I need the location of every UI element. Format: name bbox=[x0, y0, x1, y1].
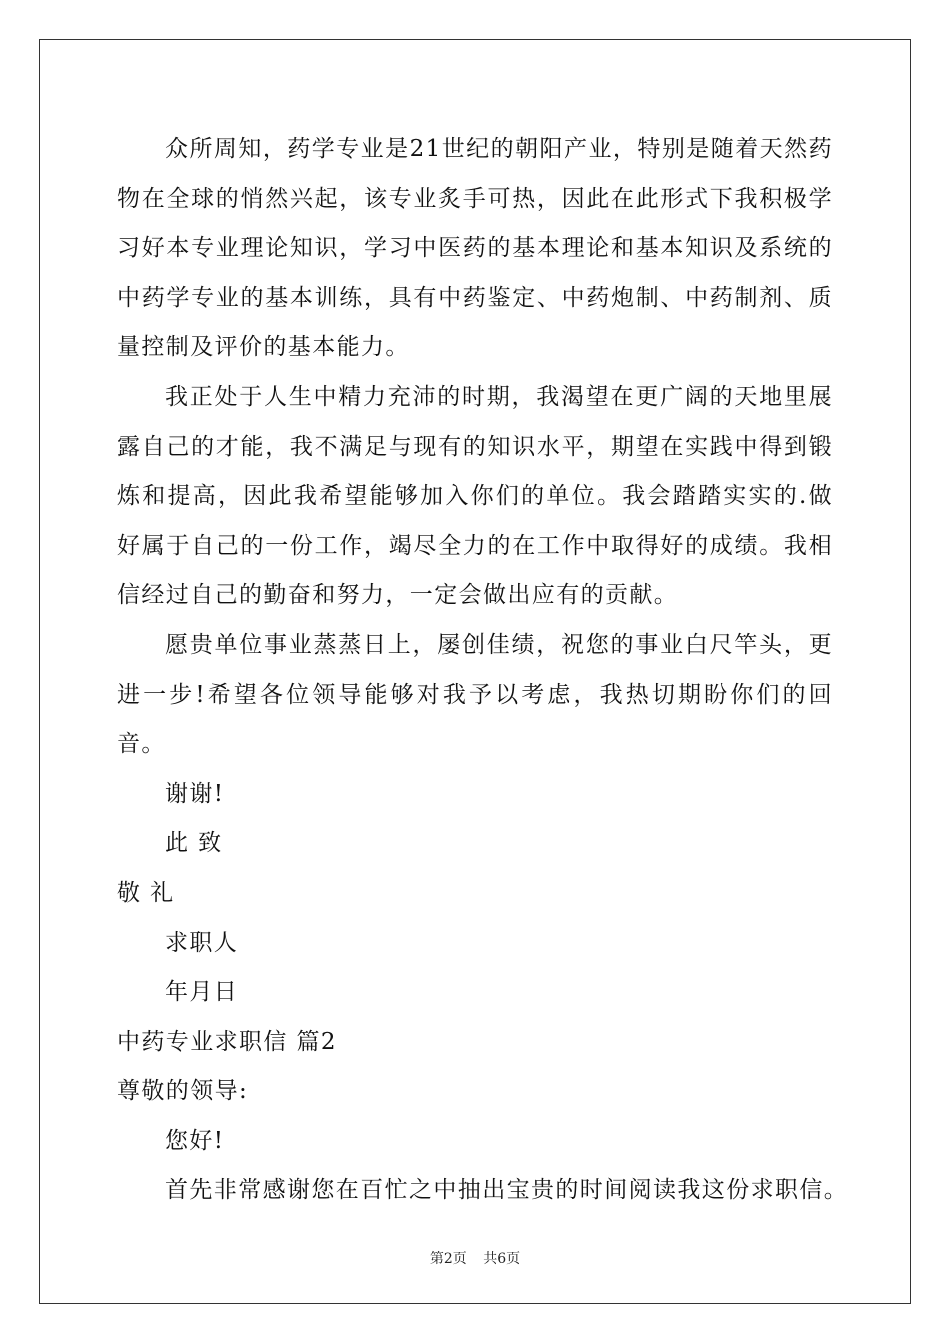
salutation-line: 尊敬的领导: bbox=[117, 1078, 249, 1105]
greeting-line: 您好! bbox=[165, 1127, 225, 1154]
thanks-line: 谢谢! bbox=[165, 780, 225, 807]
date-line: 年月日 bbox=[165, 979, 239, 1006]
document-body bbox=[117, 125, 849, 1216]
signature-line: 求职人 bbox=[165, 929, 239, 956]
page-number: 第2页 bbox=[429, 1251, 467, 1267]
page-total: 共6页 bbox=[483, 1251, 521, 1267]
opening-line: 首先非常感谢您在百忙之中抽出宝贵的时间阅读我这份求职信。 bbox=[165, 1177, 849, 1204]
paragraph-3: 愿贵单位事业蒸蒸日上，屡创佳绩，祝您的事业白尺竿头，更进一步!希望各位领导能够对我予以考虑，我热切期盼你们的回音。 bbox=[117, 631, 833, 758]
paragraph-1: 众所周知，药学专业是21世纪的朝阳产业，特别是随着天然药物在全球的悄然兴起，该专业炙手可热，因此在此形式下我积极学习好本专业理论知识，学习中医药的基本理论和基本知识及系统的中药学专业的基本训练，具有中药鉴定、中药炮制、中药制剂、质量控制及评价的基本能力。 bbox=[117, 136, 833, 361]
paragraph-2: 我正处于人生中精力充沛的时期，我渴望在更广阔的天地里展露自己的才能，我不满足与现有的知识水平，期望在实践中得到锻炼和提高，因此我希望能够加入你们的单位。我会踏踏实实的.做好属于自己的一份工作，竭尽全力的在工作中取得好的成绩。我相信经过自己的勤奋和努力，一定会做出应有的贡献。 bbox=[117, 383, 833, 609]
closing-line-2: 敬 礼 bbox=[117, 879, 175, 906]
closing-line-1: 此 致 bbox=[165, 830, 223, 857]
section-title: 中药专业求职信 篇2 bbox=[117, 1028, 337, 1055]
page-footer bbox=[0, 1248, 950, 1268]
